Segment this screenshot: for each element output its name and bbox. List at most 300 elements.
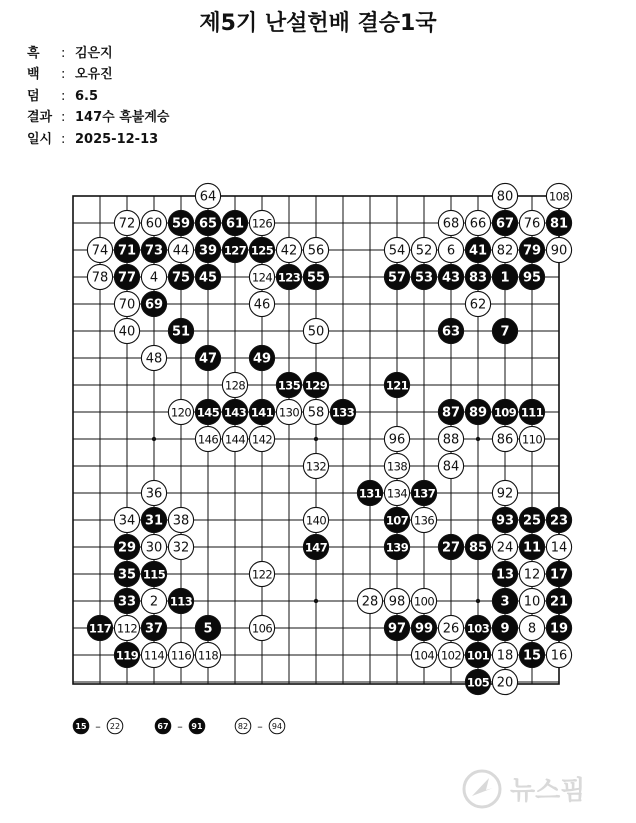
move-number: 122	[251, 567, 273, 582]
info-value: 147수 흑불계승	[75, 110, 170, 126]
black-stone	[384, 534, 409, 559]
white-stone	[141, 534, 166, 559]
white-stone	[303, 507, 328, 532]
move-number: 47	[198, 351, 218, 367]
white-stone	[141, 210, 166, 235]
move-number: 147	[304, 540, 328, 555]
black-stone	[492, 588, 517, 613]
white-stone	[168, 237, 193, 262]
move-number: 116	[170, 648, 192, 663]
move-number: 132	[305, 459, 327, 474]
white-stone	[141, 345, 166, 370]
white-stone	[249, 210, 274, 235]
move-number: 1	[500, 270, 510, 286]
move-number: 90	[550, 243, 568, 259]
move-number: 138	[386, 459, 408, 474]
black-stone	[519, 264, 544, 289]
info-value: 오유진	[75, 67, 113, 83]
move-number: 36	[145, 486, 163, 502]
move-number: 79	[522, 243, 542, 259]
move-number: 135	[277, 378, 301, 393]
move-number: 108	[548, 189, 570, 204]
move-number: 41	[468, 243, 488, 259]
move-number: 32	[172, 540, 190, 556]
move-number: 98	[388, 594, 406, 610]
white-stone	[411, 588, 436, 613]
move-number: 83	[468, 270, 488, 286]
white-stone	[492, 426, 517, 451]
move-number: 17	[549, 567, 569, 583]
page-title: 제5기 난설헌배 결승1국	[199, 11, 437, 36]
move-number: 27	[441, 540, 461, 556]
white-stone	[384, 426, 409, 451]
black-stone	[141, 237, 166, 262]
white-stone	[546, 534, 571, 559]
info-value: 2025-12-13	[75, 131, 159, 147]
move-number: 31	[144, 513, 164, 529]
move-number: 19	[549, 621, 569, 637]
move-number: 44	[172, 243, 190, 259]
move-number: 28	[361, 594, 379, 610]
white-stone	[384, 588, 409, 613]
legend-dash: –	[95, 720, 101, 733]
move-number: 82	[237, 722, 249, 731]
move-number: 124	[251, 270, 273, 285]
move-number: 30	[145, 540, 163, 556]
black-stone	[438, 399, 463, 424]
move-number: 66	[469, 216, 487, 232]
move-number: 119	[115, 648, 139, 663]
move-number: 11	[522, 540, 542, 556]
move-number: 112	[116, 621, 138, 636]
move-number: 34	[118, 513, 136, 529]
move-number: 12	[523, 567, 541, 583]
info-label: 백	[27, 67, 40, 83]
move-number: 103	[466, 621, 490, 636]
black-stone	[141, 291, 166, 316]
move-number: 97	[387, 621, 407, 637]
white-stone	[168, 399, 193, 424]
move-number: 21	[549, 594, 569, 610]
white-stone	[303, 318, 328, 343]
move-number: 9	[500, 621, 510, 637]
move-number: 111	[520, 405, 544, 420]
info-value: 김은지	[75, 46, 113, 61]
move-number: 61	[225, 216, 245, 232]
move-number: 23	[549, 513, 569, 529]
black-stone	[249, 399, 274, 424]
move-number: 53	[414, 270, 434, 286]
black-stone	[384, 615, 409, 640]
move-number: 50	[307, 324, 325, 340]
move-number: 13	[495, 567, 515, 583]
move-number: 15	[522, 648, 542, 664]
move-number: 45	[198, 270, 218, 286]
move-number: 51	[171, 324, 191, 340]
black-stone	[465, 399, 490, 424]
white-stone	[492, 480, 517, 505]
white-stone	[438, 615, 463, 640]
move-number: 63	[441, 324, 461, 340]
black-stone	[141, 615, 166, 640]
white-stone	[249, 426, 274, 451]
white-stone	[114, 507, 139, 532]
move-number: 99	[414, 621, 434, 637]
black-stone	[519, 534, 544, 559]
move-number: 3	[500, 594, 510, 610]
black-stone	[546, 507, 571, 532]
black-stone	[465, 534, 490, 559]
black-stone	[546, 210, 571, 235]
info-row-komi: 덤 : 6.5	[27, 85, 169, 106]
move-number: 72	[118, 216, 136, 232]
move-number: 7	[500, 324, 510, 340]
white-stone	[411, 507, 436, 532]
move-number: 115	[142, 567, 166, 582]
black-stone	[438, 264, 463, 289]
move-number: 76	[523, 216, 541, 232]
black-stone	[465, 669, 490, 694]
legend-dash: –	[177, 720, 183, 733]
white-stone	[546, 642, 571, 667]
move-number: 101	[466, 648, 490, 663]
move-number: 52	[415, 243, 433, 259]
move-number: 67	[495, 216, 515, 232]
black-stone	[519, 399, 544, 424]
watermark-text: 뉴스핌	[510, 776, 586, 806]
black-stone	[411, 264, 436, 289]
black-stone	[249, 345, 274, 370]
move-number: 18	[496, 648, 514, 664]
black-stone	[492, 264, 517, 289]
white-stone	[438, 642, 463, 667]
legend-item	[235, 718, 285, 734]
move-number: 26	[442, 621, 460, 637]
move-number: 140	[305, 513, 327, 528]
white-stone	[357, 588, 382, 613]
move-number: 55	[306, 270, 326, 286]
hoshi-point	[152, 437, 156, 441]
white-stone	[384, 237, 409, 262]
white-stone	[249, 264, 274, 289]
move-number: 110	[521, 432, 543, 447]
black-stone	[222, 237, 247, 262]
move-number: 48	[145, 351, 163, 367]
legend-item	[73, 718, 123, 734]
white-stone	[276, 399, 301, 424]
move-number: 16	[550, 648, 568, 664]
move-number: 10	[523, 594, 541, 610]
move-number: 105	[466, 675, 490, 690]
hoshi-point	[476, 437, 480, 441]
move-number: 82	[496, 243, 514, 259]
white-stone	[546, 183, 571, 208]
black-stone	[492, 210, 517, 235]
move-number: 100	[413, 594, 435, 609]
move-number: 33	[117, 594, 137, 610]
move-number: 94	[271, 722, 283, 731]
move-number: 2	[149, 594, 159, 610]
black-stone	[168, 318, 193, 343]
white-stone	[249, 615, 274, 640]
black-stone	[114, 534, 139, 559]
black-stone	[384, 507, 409, 532]
move-number: 85	[468, 540, 488, 556]
move-number: 96	[388, 432, 406, 448]
move-number: 129	[304, 378, 328, 393]
info-label: 결과	[27, 110, 53, 126]
move-number: 43	[441, 270, 461, 286]
move-number: 128	[224, 378, 246, 393]
black-stone	[330, 399, 355, 424]
white-stone	[438, 237, 463, 262]
info-row-date: 일시 : 2025-12-13	[27, 128, 169, 149]
move-number: 104	[413, 648, 435, 663]
white-stone	[114, 615, 139, 640]
black-stone	[492, 318, 517, 343]
move-number: 130	[278, 405, 300, 420]
white-stone	[168, 642, 193, 667]
move-number: 113	[169, 594, 193, 609]
white-stone	[411, 237, 436, 262]
white-stone	[141, 480, 166, 505]
white-stone	[141, 588, 166, 613]
move-number: 106	[251, 621, 273, 636]
white-stone	[168, 507, 193, 532]
black-stone	[438, 534, 463, 559]
move-number: 87	[441, 405, 461, 421]
move-number: 20	[496, 675, 514, 691]
move-number: 95	[522, 270, 542, 286]
move-number: 8	[527, 621, 537, 637]
move-number: 75	[171, 270, 191, 286]
move-number: 71	[117, 243, 137, 259]
move-number: 118	[197, 648, 219, 663]
black-stone	[114, 642, 139, 667]
black-stone	[465, 264, 490, 289]
newspim-logo-icon	[462, 766, 622, 812]
black-stone	[492, 507, 517, 532]
move-number: 46	[253, 297, 271, 313]
black-stone	[114, 561, 139, 586]
hoshi-point	[314, 437, 318, 441]
move-number: 15	[75, 722, 87, 731]
move-number: 102	[440, 648, 462, 663]
move-number: 74	[91, 243, 109, 259]
move-number: 24	[496, 540, 514, 556]
white-stone	[87, 264, 112, 289]
move-number: 114	[143, 648, 165, 663]
black-stone	[168, 588, 193, 613]
white-stone	[303, 237, 328, 262]
move-number: 49	[252, 351, 272, 367]
move-number: 62	[469, 297, 487, 313]
white-stone	[303, 453, 328, 478]
move-number: 59	[171, 216, 191, 232]
move-number: 123	[277, 270, 301, 285]
black-stone	[168, 210, 193, 235]
legend-item	[155, 718, 205, 734]
black-stone	[276, 264, 301, 289]
black-stone	[114, 237, 139, 262]
black-stone	[114, 588, 139, 613]
capture-legend	[73, 718, 285, 734]
black-stone	[303, 534, 328, 559]
move-number: 65	[198, 216, 218, 232]
white-stone	[303, 399, 328, 424]
white-stone	[141, 264, 166, 289]
move-number: 117	[88, 621, 112, 636]
move-number: 22	[109, 722, 121, 731]
black-stone	[303, 372, 328, 397]
move-number: 89	[468, 405, 488, 421]
move-number: 121	[385, 378, 409, 393]
move-number: 88	[442, 432, 460, 448]
white-stone	[546, 237, 571, 262]
move-number: 77	[117, 270, 137, 286]
black-stone	[276, 372, 301, 397]
info-row-white: 백 : 오유진	[27, 63, 169, 84]
black-stone	[195, 615, 220, 640]
black-stone	[114, 264, 139, 289]
move-number: 40	[118, 324, 136, 340]
move-number: 141	[250, 405, 274, 420]
black-stone	[195, 399, 220, 424]
black-stone	[438, 318, 463, 343]
move-number: 86	[496, 432, 514, 448]
info-row-result: 결과 : 147수 흑불계승	[27, 106, 169, 127]
white-stone	[438, 426, 463, 451]
black-stone	[303, 264, 328, 289]
black-stone	[519, 642, 544, 667]
info-label: 덤	[27, 88, 40, 104]
move-number: 39	[198, 243, 218, 259]
black-stone	[492, 399, 517, 424]
move-number: 126	[251, 216, 273, 231]
white-stone	[465, 291, 490, 316]
white-stone	[438, 210, 463, 235]
move-number: 60	[145, 216, 163, 232]
hoshi-point	[476, 599, 480, 603]
black-stone	[195, 210, 220, 235]
move-number: 57	[387, 270, 407, 286]
move-number: 56	[307, 243, 325, 259]
white-stone	[384, 480, 409, 505]
white-stone	[465, 210, 490, 235]
white-stone	[384, 453, 409, 478]
move-number: 73	[144, 243, 164, 259]
move-number: 84	[442, 459, 460, 475]
white-stone	[492, 183, 517, 208]
move-number: 91	[191, 722, 203, 731]
black-stone	[195, 237, 220, 262]
black-stone	[546, 615, 571, 640]
black-stone	[465, 615, 490, 640]
move-number: 37	[144, 621, 164, 637]
black-stone	[465, 642, 490, 667]
move-number: 69	[144, 297, 164, 313]
move-number: 29	[117, 540, 137, 556]
move-number: 93	[495, 513, 515, 529]
move-number: 58	[307, 405, 325, 421]
move-number: 131	[358, 486, 382, 501]
black-stone	[384, 372, 409, 397]
black-stone	[141, 507, 166, 532]
black-stone	[222, 210, 247, 235]
black-stone	[222, 399, 247, 424]
move-number: 14	[550, 540, 568, 556]
move-number: 145	[196, 405, 220, 420]
move-number: 70	[118, 297, 136, 313]
move-number: 136	[413, 513, 435, 528]
black-stone	[195, 264, 220, 289]
white-stone	[519, 615, 544, 640]
move-number: 134	[386, 486, 408, 501]
move-number: 25	[522, 513, 542, 529]
black-stone	[168, 264, 193, 289]
white-stone	[411, 642, 436, 667]
white-stone	[519, 210, 544, 235]
move-number: 146	[197, 432, 219, 447]
black-stone	[87, 615, 112, 640]
move-number: 142	[251, 432, 273, 447]
move-number: 144	[224, 432, 246, 447]
white-stone	[168, 534, 193, 559]
move-number: 5	[203, 621, 213, 637]
move-number: 81	[549, 216, 569, 232]
white-stone	[519, 561, 544, 586]
info-value: 6.5	[75, 88, 99, 104]
black-stone	[519, 507, 544, 532]
white-stone	[276, 237, 301, 262]
black-stone	[195, 345, 220, 370]
hoshi-point	[314, 599, 318, 603]
white-stone	[519, 588, 544, 613]
move-number: 92	[496, 486, 514, 502]
black-stone	[141, 561, 166, 586]
white-stone	[492, 669, 517, 694]
black-stone	[357, 480, 382, 505]
move-number: 109	[493, 405, 517, 420]
move-number: 78	[91, 270, 109, 286]
move-number: 125	[250, 243, 274, 258]
move-number: 35	[117, 567, 137, 583]
move-number: 38	[172, 513, 190, 529]
white-stone	[519, 426, 544, 451]
move-number: 127	[223, 243, 247, 258]
white-stone	[438, 453, 463, 478]
move-number: 107	[385, 513, 409, 528]
black-stone	[546, 588, 571, 613]
move-number: 120	[170, 405, 192, 420]
white-stone	[195, 426, 220, 451]
white-stone	[492, 534, 517, 559]
move-number: 80	[496, 189, 514, 205]
white-stone	[87, 237, 112, 262]
white-stone	[141, 642, 166, 667]
white-stone	[195, 642, 220, 667]
legend-dash: –	[257, 720, 263, 733]
move-number: 42	[280, 243, 298, 259]
info-label: 일시	[27, 131, 53, 147]
move-number: 139	[385, 540, 409, 555]
white-stone	[249, 561, 274, 586]
black-stone	[492, 615, 517, 640]
move-number: 67	[157, 722, 169, 731]
move-number: 64	[199, 189, 217, 205]
white-stone	[114, 210, 139, 235]
black-stone	[384, 264, 409, 289]
